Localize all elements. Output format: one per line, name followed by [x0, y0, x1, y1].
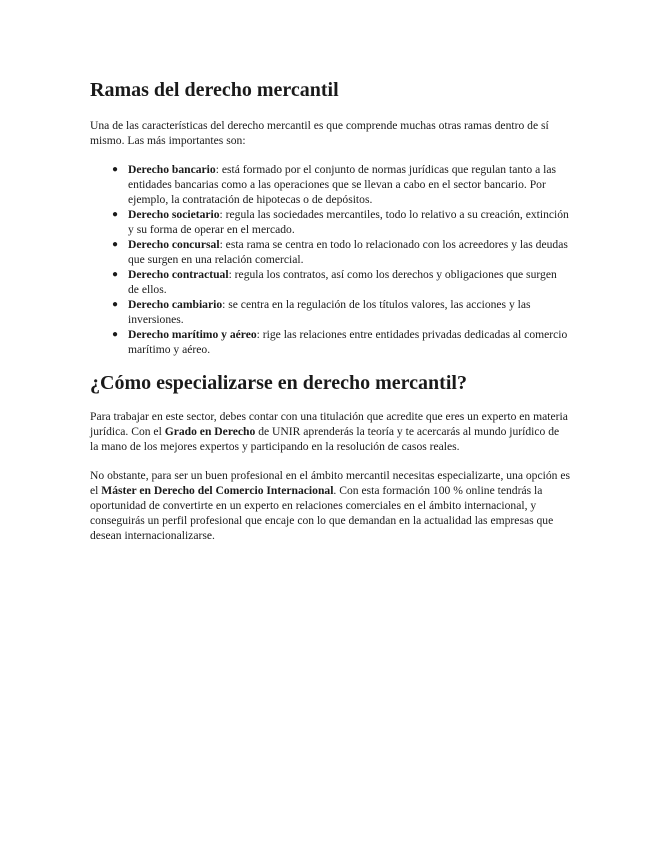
bullet-icon: ●: [112, 299, 119, 310]
section-heading-ramas: Ramas del derecho mercantil: [90, 79, 339, 101]
paragraph-grado: [90, 409, 570, 454]
bullet-icon: ●: [112, 209, 119, 220]
list-item: [90, 162, 570, 207]
bullet-icon: ●: [112, 269, 119, 280]
list-item-text: : se centra en la regulación de los títulos valores, las acciones y las inversiones.: [128, 298, 531, 326]
bullet-icon: ●: [112, 239, 119, 250]
list-item: [90, 297, 570, 327]
grado-en-derecho-link[interactable]: Grado en Derecho: [164, 425, 256, 438]
list-item-term: Derecho societario: [128, 208, 220, 221]
bullet-icon: ●: [112, 329, 119, 340]
list-item: [90, 327, 570, 357]
section-heading-especializarse: ¿Cómo especializarse en derecho mercantil?: [90, 372, 467, 394]
paragraph-text: . Con esta formación 100 % online tendrás la oportunidad de convertirte en un experto en relaciones comerciales en el ámbito internacional, y conseguirás un perfil profesional que encaje con lo que demandan en la actualidad las empresas que desean internacionalizarse.: [90, 484, 554, 542]
intro-paragraph: Una de las características del derecho mercantil es que comprende muchas otras ramas dentro de sí mismo. Las más importantes son:: [90, 119, 549, 147]
branches-list: [90, 162, 570, 357]
list-item-term: Derecho cambiario: [128, 298, 223, 311]
list-item-text: : está formado por el conjunto de normas jurídicas que regulan tanto a las entidades bancarias como a las operaciones que se llevan a cabo en el sector bancario. Por ejemplo, la contratación de hipotecas o de depósitos.: [128, 163, 557, 206]
list-item-text: : rige las relaciones entre entidades privadas dedicadas al comercio marítimo y aéreo.: [128, 328, 568, 356]
list-item-term: Derecho concursal: [128, 238, 220, 251]
list-item: [90, 207, 570, 237]
paragraph-master: [90, 468, 570, 543]
list-item-term: Derecho marítimo y aéreo: [128, 328, 257, 341]
paragraph-text: Para trabajar en este sector, debes contar con una titulación que acredite que eres un experto en materia jurídica. Con el: [90, 410, 568, 438]
list-item-text: : regula los contratos, así como los derechos y obligaciones que surgen de ellos.: [128, 268, 557, 296]
document-page: [90, 78, 570, 557]
master-comercio-link[interactable]: Máster en Derecho del Comercio Internacional: [101, 484, 334, 497]
list-item-term: Derecho contractual: [128, 268, 229, 281]
list-item: [90, 267, 570, 297]
list-item-term: Derecho bancario: [128, 163, 216, 176]
paragraph-text: de UNIR aprenderás la teoría y te acercarás al mundo jurídico de la mano de los mejores expertos y participando en la resolución de casos reales.: [90, 425, 560, 453]
paragraph-text: No obstante, para ser un buen profesional en el ámbito mercantil necesitas especializarte, una opción es el: [90, 469, 570, 497]
bullet-icon: ●: [112, 164, 119, 175]
list-item-text: : esta rama se centra en todo lo relacionado con los acreedores y las deudas que surgen en una relación comercial.: [128, 238, 568, 266]
list-item: [90, 237, 570, 267]
list-item-text: : regula las sociedades mercantiles, todo lo relativo a su creación, extinción y su forma de operar en el mercado.: [128, 208, 569, 236]
